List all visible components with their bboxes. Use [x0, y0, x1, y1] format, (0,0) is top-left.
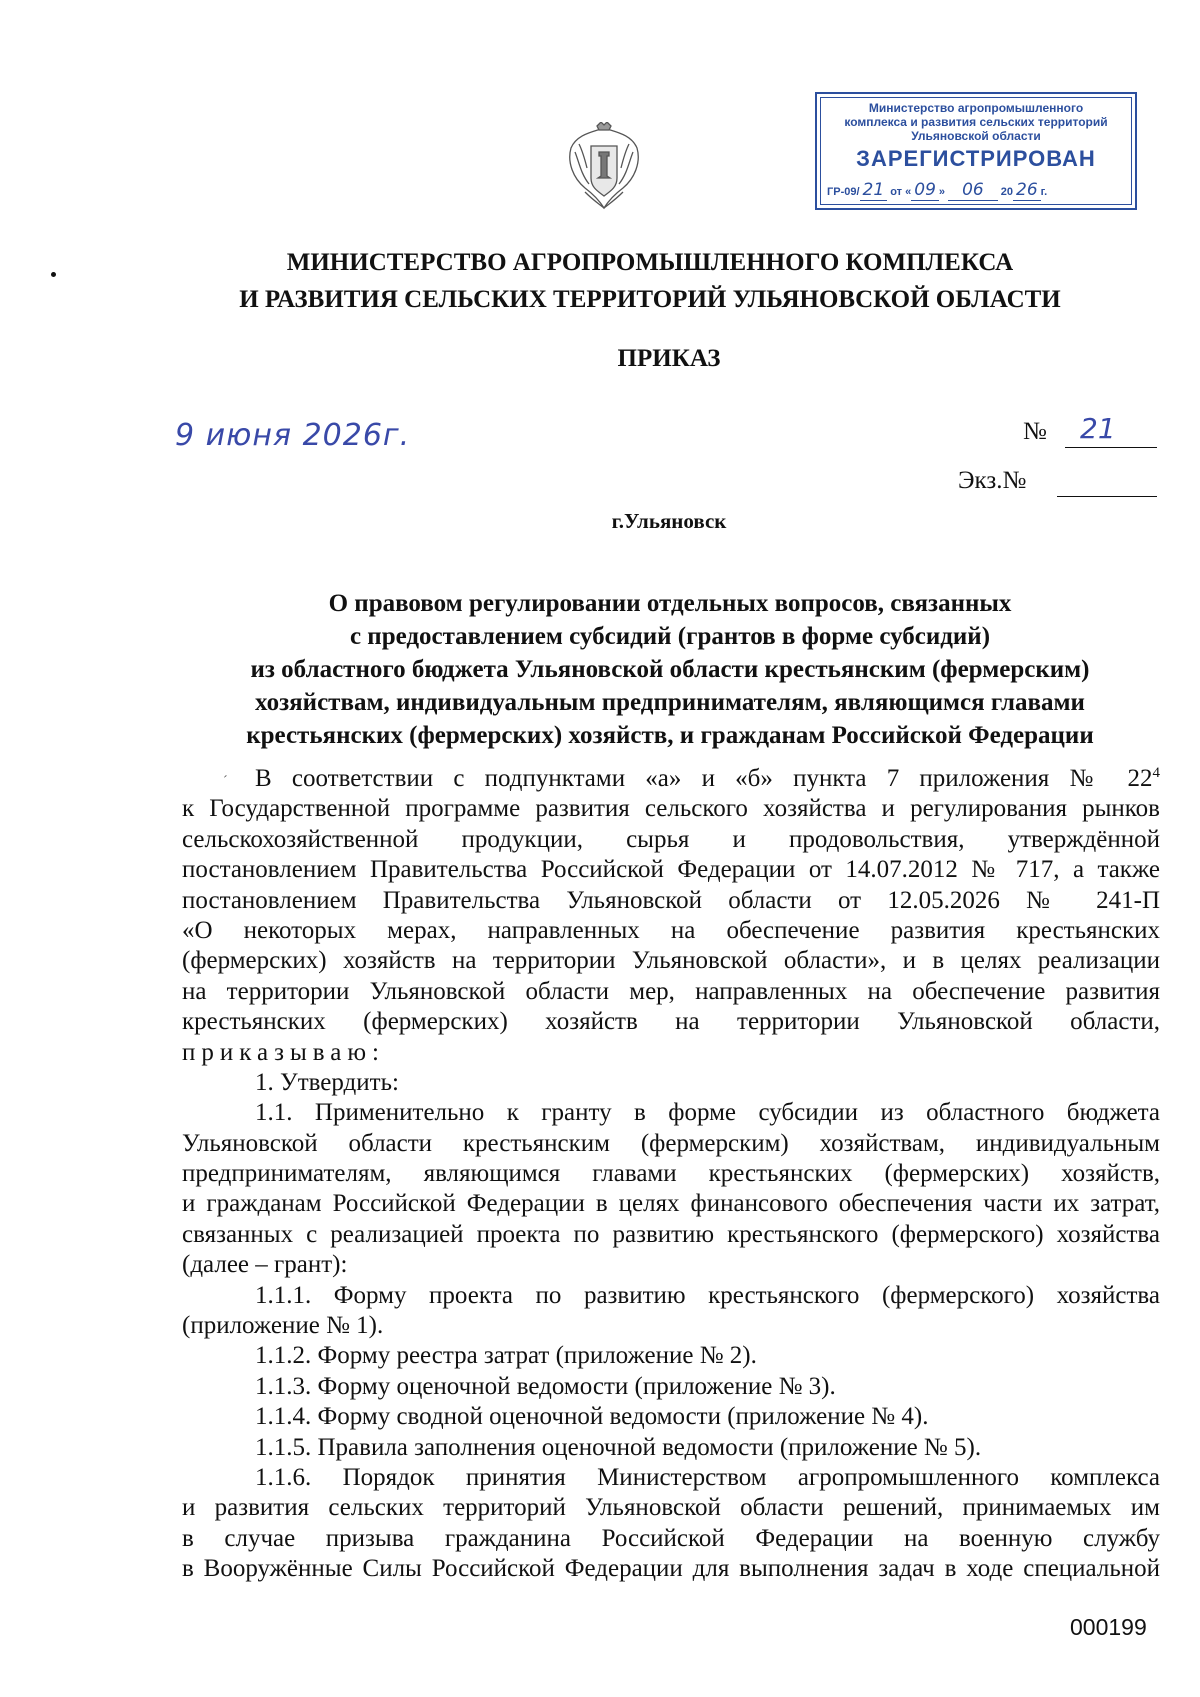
- stamp-close-quote: »: [938, 186, 946, 198]
- city: г.Ульяновск: [611, 509, 727, 533]
- stamp-organization: [817, 101, 1135, 143]
- body-line: Ульяновской области крестьянским (фермерским) хозяйствам, индивидуальным: [182, 1129, 1160, 1157]
- stamp-org-line: Министерство агропромышленного: [868, 101, 1084, 115]
- item-1-1-3: 1.1.3. Форму оценочной ведомости (приложение № 3).: [255, 1372, 836, 1400]
- stamp-reg-number-handwritten: 21: [860, 180, 888, 201]
- body-line: на территории Ульяновской области мер, направленных на обеспечение развития: [182, 977, 1160, 1005]
- number-label: №: [1023, 418, 1047, 445]
- superscript: 4: [1152, 765, 1160, 781]
- stamp-year-end: г.: [1040, 186, 1048, 198]
- item-1-1: 1.1. Применительно к гранту в форме субсидии из областного бюджета: [255, 1099, 1160, 1127]
- body-line: крестьянских (фермерских) хозяйств на территории Ульяновской области,: [182, 1008, 1160, 1036]
- copy-underline: [1057, 496, 1157, 497]
- stamp-registration-number: [827, 180, 1129, 201]
- stamp-day-handwritten: 09: [911, 180, 939, 201]
- coat-of-arms-icon: [563, 122, 645, 214]
- body-line: в случае призыва гражданина Российской Федерации на военную службу: [182, 1524, 1160, 1552]
- stamp-org-line: Ульяновской области: [911, 129, 1041, 143]
- body-line-text: В соответствии с подпунктами «а» и «б» пункта 7 приложения № 22: [255, 765, 1153, 792]
- body-line: в Вооружённые Силы Российской Федерации для выполнения задач в ходе специальной: [182, 1555, 1160, 1583]
- stamp-org-line: комплекса и развития сельских территорий: [844, 115, 1108, 129]
- stamp-status: ЗАРЕГИСТРИРОВАН: [856, 146, 1096, 171]
- body-line: сельскохозяйственной продукции, сырья и продовольствия, утверждённой: [182, 825, 1160, 853]
- stamp-from-label: от «: [890, 186, 912, 198]
- order-body: [182, 764, 1160, 1585]
- title-line: О правовом регулировании отдельных вопросов, связанных: [328, 590, 1012, 617]
- stamp-month-handwritten: 06: [948, 180, 998, 201]
- item-1-1-6: 1.1.6. Порядок принятия Министерством агропромышленного комплекса: [255, 1463, 1160, 1491]
- number-underline: [1065, 447, 1157, 448]
- order-title: [140, 587, 1200, 752]
- stamp-year-handwritten: 26: [1013, 180, 1041, 201]
- ministry-name-line2: И РАЗВИТИЯ СЕЛЬСКИХ ТЕРРИТОРИЙ УЛЬЯНОВСКОЙ ОБЛАСТИ: [239, 286, 1061, 313]
- body-line: предпринимателям, являющимся главами крестьянских (фермерских) хозяйств,: [182, 1160, 1160, 1188]
- body-line: (далее – грант):: [182, 1251, 348, 1279]
- body-line: постановлением Правительства Ульяновской области от 12.05.2026 № 241-П: [182, 886, 1160, 914]
- title-line: с предоставлением субсидий (грантов в форме субсидий): [349, 623, 991, 650]
- item-1-1-4: 1.1.4. Форму сводной оценочной ведомости (приложение № 4).: [255, 1403, 929, 1431]
- body-line: [182, 764, 1160, 794]
- item-1-1-5: 1.1.5. Правила заполнения оценочной ведомости (приложение № 5).: [255, 1433, 982, 1461]
- body-line: (фермерских) хозяйств на территории Ульяновской области», и в целях реализации: [182, 947, 1160, 975]
- registration-stamp: [815, 92, 1137, 210]
- body-line: и гражданам Российской Федерации в целях финансового обеспечения части их затрат,: [182, 1190, 1160, 1218]
- copy-label: Экз.№: [958, 467, 1027, 494]
- item-1-1-2: 1.1.2. Форму реестра затрат (приложение № 2).: [255, 1342, 757, 1370]
- body-line: связанных с реализацией проекта по развитию крестьянского (фермерского) хозяйства: [182, 1220, 1160, 1248]
- ministry-name-line1: МИНИСТЕРСТВО АГРОПРОМЫШЛЕННОГО КОМПЛЕКСА: [286, 249, 1014, 276]
- body-line: и развития сельских территорий Ульяновской области решений, принимаемых им: [182, 1494, 1160, 1522]
- document-type: ПРИКАЗ: [617, 345, 721, 372]
- body-line: «О некоторых мерах, направленных на обеспечение развития крестьянских: [182, 916, 1160, 944]
- title-line: крестьянских (фермерских) хозяйств, и гражданам Российской Федерации: [246, 722, 1094, 749]
- page-code: 000199: [1070, 1614, 1147, 1640]
- stamp-year-prefix: 20: [1000, 186, 1014, 198]
- title-line: из областного бюджета Ульяновской области крестьянским (фермерским): [250, 656, 1090, 683]
- body-line: к Государственной программе развития сельского хозяйства и регулирования рынков: [182, 795, 1160, 823]
- body-line: постановлением Правительства Российской Федерации от 14.07.2012 № 717, а также: [182, 856, 1160, 884]
- item-1-1-1: 1.1.1. Форму проекта по развитию крестьянского (фермерского) хозяйства: [255, 1281, 1160, 1309]
- handwritten-number: 21: [1080, 412, 1116, 445]
- margin-dot: [51, 272, 56, 277]
- handwritten-date: 9 июня 2026г.: [175, 418, 411, 453]
- title-line: хозяйствам, индивидуальным предпринимателям, являющимся главами: [255, 689, 1085, 716]
- margin-mark: ˊ: [223, 774, 228, 789]
- body-line: (приложение № 1).: [182, 1312, 384, 1340]
- stamp-prefix: ГР-09/: [827, 186, 860, 198]
- item-1: 1. Утвердить:: [255, 1068, 399, 1096]
- body-line-decree: приказываю:: [182, 1038, 385, 1066]
